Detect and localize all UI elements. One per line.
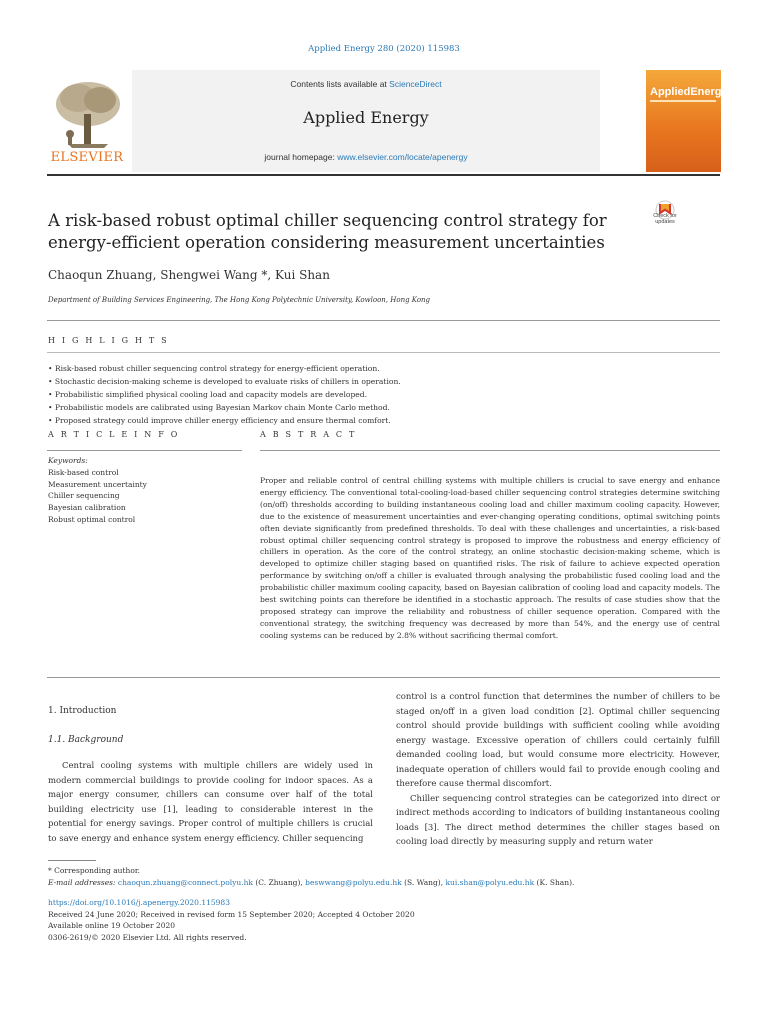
body-paragraph: Chiller sequencing control strategies can be categorized into direct or indirect methods according to indicators of building instantaneous cooling loads [3]. The direct method determines the chiller stages based on cooling load directly by measuring supply and return water <box>396 793 720 847</box>
email-owner: (S. Wang), <box>401 878 446 887</box>
keyword-item: Chiller sequencing <box>48 491 120 501</box>
keywords-block <box>48 455 238 526</box>
email-label: E-mail addresses: <box>48 878 118 887</box>
subsection-heading-background: 1.1. Background <box>48 734 124 745</box>
highlight-item: • Proposed strategy could improve chiller energy efficiency and ensure thermal comfort. <box>48 416 391 425</box>
cover-subtitle-bar <box>650 100 716 102</box>
article-info-heading: A R T I C L E I N F O <box>48 430 180 439</box>
article-dates-block <box>48 897 720 943</box>
header-divider <box>47 174 720 176</box>
highlights-top-rule <box>47 320 720 321</box>
email-link[interactable]: beswwang@polyu.edu.hk <box>305 878 402 887</box>
abstract-bottom-rule <box>47 677 720 678</box>
paper-title: A risk-based robust optimal chiller sequencing control strategy for energy-efficient operation considering measurement uncertainties <box>48 211 607 252</box>
author-list: Chaoqun Zhuang, Shengwei Wang *, Kui Shan <box>48 268 330 282</box>
keyword-item: Robust optimal control <box>48 514 136 524</box>
email-owner: (K. Shan). <box>534 878 575 887</box>
cover-title: AppliedEnergy <box>650 86 728 98</box>
section-heading-introduction: 1. Introduction <box>48 706 117 716</box>
copyright-notice: 0306-2619/© 2020 Elsevier Ltd. All rights reserved. <box>48 932 247 942</box>
body-left-column <box>48 704 373 846</box>
body-right-column <box>396 690 720 850</box>
abstract-text: Proper and reliable control of central chilling systems with multiple chillers is crucial to save energy and enhance energy efficiency. The conventional total-cooling-load-based chiller sequencing control strategies determine switching (on/off) thresholds according to building instantaneous cooling load and chiller maximum cooling capacity. However, due to the existence of measurement uncertainties and ever-changing operating conditions, optimal switching points often deviate significantly from predefined thresholds. To deal with these challenges and uncertainties, a risk-based robust optimal chiller sequencing control strategy is proposed to improve the robustness and energy efficiency of chillers in operation. As the core of the control strategy, an online stochastic decision-making scheme, which is developed to optimize chiller staging based on quantified risks. The risk of failure to achieve expected operation performance by switching on/off a chiller is evaluated through analysing the probabilistic fused cooling load and the probabilistic chiller maximum cooling capacity, based on Bayesian calibration of cooling load and capacity models. The best switching points can therefore be identified in a stochastic approach. The results of case studies show that the proposed strategy can improve the reliability and robustness of chiller sequence operation. Compared with the conventional strategy, the switching frequency was decreased by more than 54%, and the energy use of central cooling systems can be reduced by 2.8% without sacrificing thermal comfort. <box>260 476 720 640</box>
email-addresses <box>48 877 720 889</box>
highlights-list <box>48 362 720 427</box>
keyword-item: Measurement uncertainty <box>48 479 147 489</box>
email-link[interactable]: chaoqun.zhuang@connect.polyu.hk <box>117 878 253 887</box>
keyword-item: Bayesian calibration <box>48 503 126 513</box>
article-info-rule <box>47 450 242 451</box>
doi-link[interactable]: https://doi.org/10.1016/j.apenergy.2020.115983 <box>48 898 230 907</box>
highlight-item: • Probabilistic models are calibrated using Bayesian Markov chain Monte Carlo method. <box>48 403 390 412</box>
sciencedirect-link[interactable]: ScienceDirect <box>389 79 442 89</box>
elsevier-wordmark: ELSEVIER <box>50 150 124 165</box>
journal-name: Applied Energy <box>303 108 429 127</box>
body-paragraph: control is a control function that determines the number of chillers to be staged on/off in a given load condition [2]. Optimal chiller sequencing control should provide buildings with sufficient cooling while avoiding energy wastage. Excessive operation of chillers could certainly fulfill demanded cooling load, but would consume more electricity. However, inadequate operation of chillers would fail to provide enough cooling and therefore cause thermal discomfort. <box>396 692 720 789</box>
abstract-heading: A B S T R A C T <box>260 430 357 439</box>
highlights-rule <box>47 352 720 353</box>
body-paragraph: Central cooling systems with multiple chillers are widely used in modern commercial buildings to provide cooling for indoor spaces. As a major energy consumer, chillers can consume over half of the total building electricity use [1], leading to considerable interest in the potential for energy savings. Proper control of multiple chillers is crucial to save energy and enhance system energy efficiency. Chiller sequencing <box>48 761 373 844</box>
abstract-rule <box>260 450 720 451</box>
available-online: Available online 19 October 2020 <box>48 921 176 930</box>
journal-homepage-line <box>132 152 600 162</box>
journal-reference-link[interactable]: Applied Energy 280 (2020) 115983 <box>308 44 460 54</box>
email-link[interactable]: kui.shan@polyu.edu.hk <box>445 878 535 887</box>
keywords-label: Keywords: <box>48 456 88 465</box>
footnotes <box>48 865 720 889</box>
highlights-heading: H I G H L I G H T S <box>48 336 169 345</box>
footnote-rule <box>48 860 96 861</box>
homepage-prefix: journal homepage: <box>264 152 338 162</box>
contents-prefix: Contents lists available at <box>290 79 390 89</box>
keyword-item: Risk-based control <box>48 467 119 477</box>
author-affiliation: Department of Building Services Engineering, The Hong Kong Polytechnic University, Kowloon, Hong Kong <box>48 296 431 304</box>
highlight-item: • Stochastic decision-making scheme is developed to evaluate risks of chillers in operation. <box>48 377 401 386</box>
received-dates: Received 24 June 2020; Received in revised form 15 September 2020; Accepted 4 October 2020 <box>48 909 415 919</box>
highlight-item: • Probabilistic simplified physical cooling load and capacity models are developed. <box>48 390 368 399</box>
corresponding-author-note: * Corresponding author. <box>48 866 141 875</box>
journal-homepage-link[interactable]: www.elsevier.com/locate/apenergy <box>337 152 468 162</box>
contents-available-line <box>132 79 600 89</box>
check-for-updates-label[interactable]: Check for updates <box>653 213 677 225</box>
email-owner: (C. Zhuang), <box>252 878 306 887</box>
highlight-item: • Risk-based robust chiller sequencing control strategy for energy-efficient operation. <box>48 364 380 373</box>
